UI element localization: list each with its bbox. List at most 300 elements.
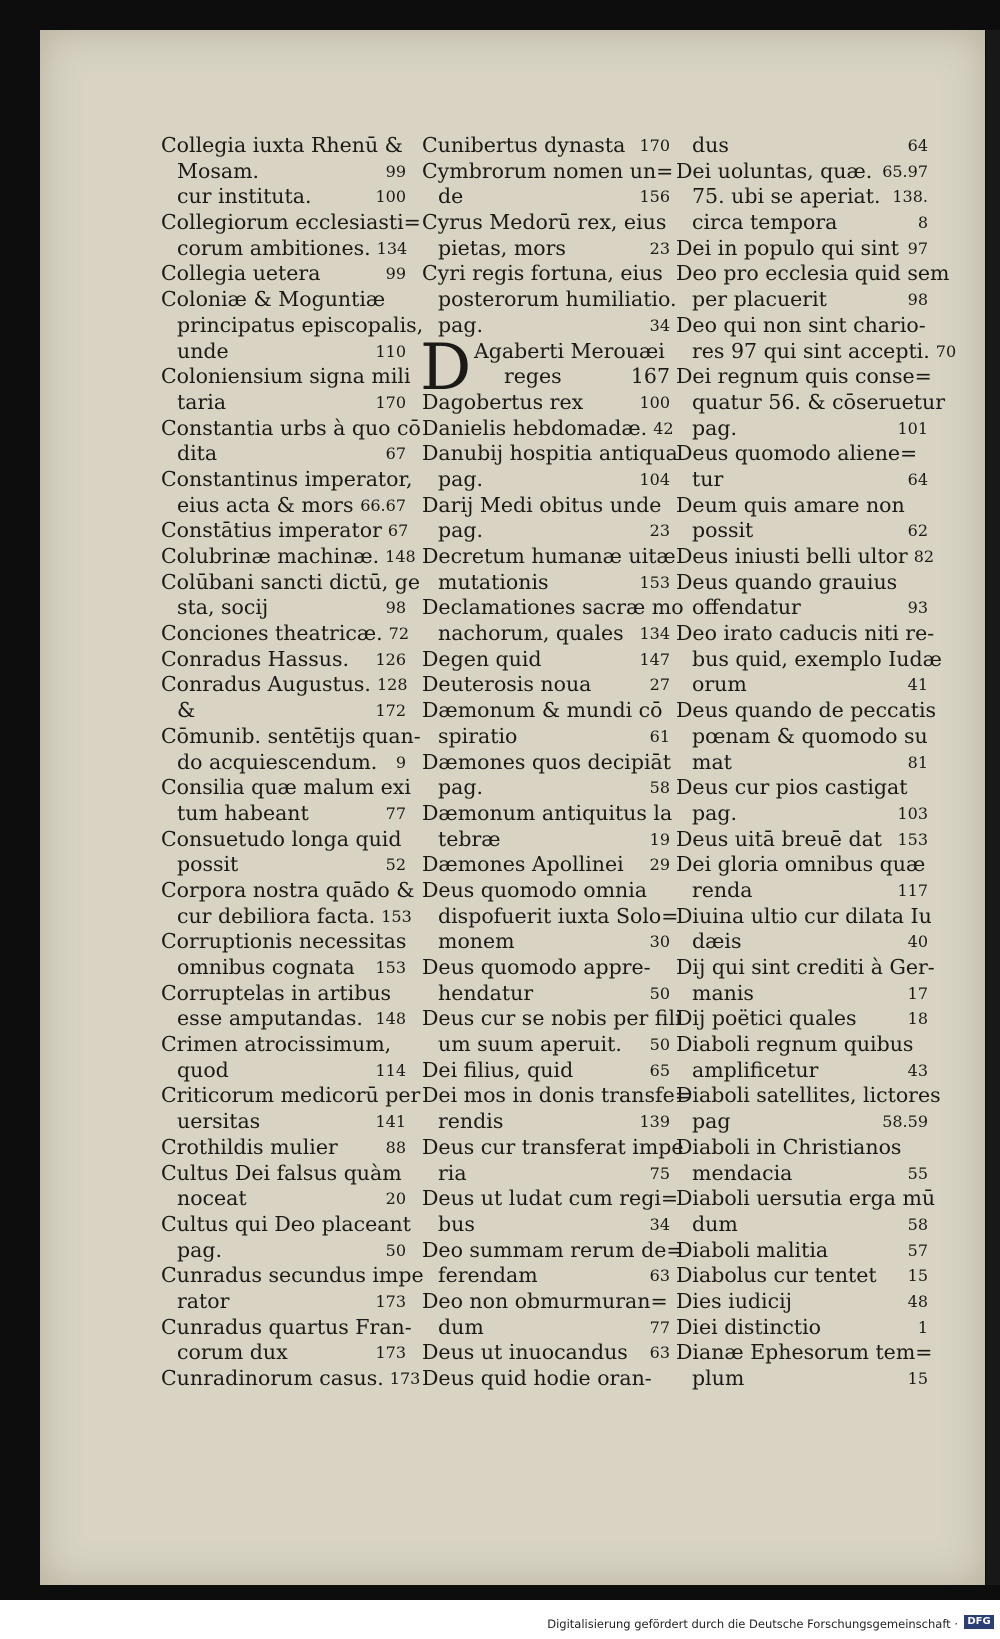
entry-text: Diaboli in Christianos bbox=[676, 1134, 902, 1159]
index-entry-line bbox=[422, 570, 670, 596]
entry-text: Conradus Hassus. bbox=[161, 646, 349, 671]
entry-text: Deo non obmurmuran= bbox=[422, 1288, 668, 1313]
entry-text: Coloniæ & Moguntiæ bbox=[161, 287, 386, 312]
index-entry-line bbox=[422, 852, 670, 878]
page-number: 153 bbox=[639, 572, 670, 592]
index-entry-line bbox=[422, 133, 670, 159]
entry-text: noceat bbox=[177, 1186, 247, 1211]
entry-text: bus bbox=[438, 1211, 475, 1236]
page-number: 40 bbox=[907, 932, 928, 952]
entry-text: Dæmones Apollinei bbox=[422, 852, 624, 877]
index-entry-line bbox=[161, 415, 421, 442]
page-number: 9 bbox=[395, 752, 406, 772]
entry-text: amplificetur bbox=[692, 1057, 819, 1082]
page-number: 34 bbox=[649, 1214, 670, 1234]
page-number: 20 bbox=[385, 1189, 406, 1209]
index-entry-line bbox=[676, 750, 928, 776]
index-entry-line bbox=[676, 852, 928, 878]
entry-text: quatur 56. & cōseruetur bbox=[692, 389, 946, 414]
index-entry-line bbox=[161, 1109, 406, 1135]
index-entry-line bbox=[161, 1314, 412, 1341]
entry-text: manis bbox=[692, 980, 754, 1005]
entry-text: Collegia uetera bbox=[161, 261, 321, 286]
index-entry-line bbox=[422, 1006, 682, 1032]
entry-text: Dæmonum antiquitus la bbox=[422, 800, 673, 825]
entry-text: mat bbox=[692, 749, 732, 774]
entry-text: Consuetudo longa quid bbox=[161, 826, 402, 851]
page-number: 58 bbox=[907, 1214, 928, 1234]
entry-text: Diuina ultio cur dilata Iu bbox=[676, 903, 932, 928]
page-number: 1 bbox=[917, 1317, 928, 1337]
page-number bbox=[668, 1289, 674, 1315]
entry-text: Deus cur pios castigat bbox=[676, 775, 908, 800]
page-number bbox=[922, 570, 928, 596]
page-number: 88 bbox=[385, 1137, 406, 1157]
page-number: 103 bbox=[897, 803, 928, 823]
page-number: 128 bbox=[376, 675, 408, 695]
entry-text: Deus cur transferat impe bbox=[422, 1134, 684, 1159]
entry-text: dum bbox=[692, 1211, 738, 1236]
index-entry-line bbox=[161, 312, 424, 339]
page-number: 77 bbox=[649, 1317, 670, 1337]
entry-text: cur instituta. bbox=[177, 184, 312, 209]
index-entry-line bbox=[161, 390, 406, 416]
page-number bbox=[935, 1186, 941, 1212]
index-entry-line bbox=[161, 184, 406, 210]
index-entry-line bbox=[676, 570, 928, 596]
page-number: 98 bbox=[385, 598, 406, 618]
index-entry-line bbox=[676, 184, 928, 210]
page-number bbox=[922, 493, 928, 519]
index-entry-line bbox=[422, 184, 670, 210]
entry-text: per placuerit bbox=[692, 287, 827, 312]
index-entry-line bbox=[422, 1237, 684, 1264]
entry-text: Corpora nostra quādo & bbox=[161, 877, 415, 902]
page-number: 114 bbox=[375, 1060, 406, 1080]
index-entry-line bbox=[161, 723, 421, 750]
entry-text: Diabolus cur tentet bbox=[676, 1263, 877, 1288]
page-number bbox=[400, 981, 406, 1007]
entry-text: pag. bbox=[177, 1237, 222, 1262]
index-entry-line bbox=[422, 1289, 670, 1315]
index-entry-line bbox=[676, 955, 935, 981]
index-entry-line bbox=[161, 441, 406, 467]
page-number: 134 bbox=[639, 624, 670, 644]
entry-text: Corruptelas in artibus bbox=[161, 980, 392, 1005]
page-number: 43 bbox=[907, 1060, 928, 1080]
index-entry-line bbox=[161, 672, 406, 698]
entry-text: Colubrinæ machinæ. bbox=[161, 544, 380, 568]
index-entry-line bbox=[676, 1032, 928, 1058]
page-number: 156 bbox=[639, 187, 670, 207]
entry-text: renda bbox=[692, 877, 753, 902]
entry-text: Declamationes sacræ mo bbox=[422, 595, 684, 620]
index-entry-line bbox=[676, 1289, 928, 1315]
index-entry-line bbox=[676, 441, 928, 467]
entry-text: dispofuerit iuxta Solo= bbox=[438, 903, 679, 928]
entry-text: Collegia iuxta Rhenū & bbox=[161, 133, 403, 157]
entry-text: corum ambitiones. bbox=[177, 235, 371, 260]
entry-text: Danubij hospitia antiqua bbox=[422, 441, 678, 466]
index-entry-line bbox=[676, 518, 928, 544]
index-entry-line bbox=[676, 1161, 928, 1187]
page-number: 98 bbox=[907, 290, 928, 310]
page-number bbox=[932, 904, 938, 930]
entry-text: Dei gloria omnibus quæ bbox=[676, 852, 926, 877]
page-number: 30 bbox=[649, 932, 670, 952]
index-entry-line bbox=[676, 1186, 936, 1212]
entry-text: dita bbox=[177, 441, 218, 466]
page-number: 100 bbox=[639, 392, 670, 412]
page-number: 41 bbox=[907, 675, 928, 695]
entry-text: pag. bbox=[438, 518, 483, 543]
entry-text: pag bbox=[692, 1109, 731, 1134]
entry-text: Dies iudicij bbox=[676, 1288, 792, 1313]
page-number bbox=[402, 1161, 408, 1187]
entry-text: possit bbox=[692, 518, 754, 543]
index-entry-line bbox=[676, 1263, 928, 1289]
entry-text: & bbox=[177, 698, 196, 723]
entry-text: Dij qui sint crediti à Ger- bbox=[676, 955, 935, 979]
entry-text: Deo summam rerum de= bbox=[422, 1237, 684, 1262]
index-entry-line bbox=[676, 544, 935, 570]
entry-text: spiratio bbox=[438, 723, 518, 748]
entry-text: Deus ut ludat cum regi= bbox=[422, 1186, 679, 1211]
index-entry-line bbox=[161, 877, 415, 904]
page-number: 23 bbox=[649, 238, 670, 258]
page-number bbox=[922, 1032, 928, 1058]
entry-text: Danielis hebdomadæ. bbox=[422, 415, 648, 440]
page-number bbox=[926, 313, 932, 339]
index-entry-line bbox=[676, 261, 950, 287]
index-entry-line bbox=[161, 1211, 411, 1238]
entry-text: mutationis bbox=[438, 569, 549, 594]
entry-text: corum dux bbox=[177, 1340, 288, 1365]
index-entry-line bbox=[676, 416, 928, 442]
entry-text: tebræ bbox=[438, 826, 501, 851]
index-entry-line bbox=[161, 518, 409, 544]
funding-notice: Digitalisierung gefördert durch die Deutsche Forschungsgemeinschaft · bbox=[547, 1617, 958, 1631]
page-number: 77 bbox=[385, 803, 406, 823]
index-entry-line bbox=[676, 878, 928, 904]
entry-text: rator bbox=[177, 1288, 230, 1313]
index-entry-line bbox=[422, 1109, 670, 1135]
page-number: 15 bbox=[907, 1266, 928, 1286]
entry-text: Cunibertus dynasta bbox=[422, 133, 626, 157]
page-number: 93 bbox=[907, 598, 928, 618]
index-entry-line bbox=[676, 133, 928, 159]
entry-text: Dagobertus rex bbox=[422, 389, 584, 414]
entry-text: do acquiescendum. bbox=[177, 749, 378, 774]
index-entry-line bbox=[422, 544, 676, 570]
index-entry-line bbox=[422, 827, 670, 853]
index-entry-line bbox=[676, 287, 928, 313]
page-number bbox=[664, 1366, 670, 1392]
entry-text: res 97 qui sint accepti. bbox=[692, 338, 930, 363]
index-entry-line bbox=[676, 724, 928, 750]
entry-text: Dei filius, quid bbox=[422, 1057, 574, 1082]
entry-text: Cunradus secundus impe bbox=[161, 1263, 424, 1288]
index-entry-line bbox=[161, 1263, 424, 1289]
index-entry-line bbox=[161, 1006, 406, 1032]
page-number: 75 bbox=[649, 1163, 670, 1183]
index-entry-line bbox=[161, 1058, 406, 1084]
index-entry-line bbox=[161, 544, 416, 570]
page-number bbox=[400, 1032, 406, 1058]
entry-text: bus quid, exemplo Iudæ bbox=[692, 646, 942, 671]
index-entry-line bbox=[161, 364, 411, 390]
index-entry-line bbox=[161, 210, 421, 236]
index-entry-line bbox=[422, 647, 670, 673]
index-entry-line bbox=[422, 929, 670, 955]
entry-text: Deus quando de peccatis bbox=[676, 698, 937, 723]
index-entry-line bbox=[676, 389, 946, 416]
entry-text: Mosam. bbox=[177, 158, 260, 183]
entry-text: Degen quid bbox=[422, 646, 542, 671]
index-entry-line bbox=[676, 621, 935, 647]
page-number: 153 bbox=[381, 906, 412, 926]
index-entry-line bbox=[422, 981, 670, 1007]
entry-text: Diei distinctio bbox=[676, 1314, 822, 1339]
entry-text: Constantinus imperator, bbox=[161, 466, 413, 491]
page-number bbox=[934, 621, 940, 647]
index-entry-line bbox=[422, 236, 670, 262]
page-number: 65.97 bbox=[882, 161, 928, 181]
index-entry-line bbox=[161, 569, 421, 596]
index-entry-line bbox=[161, 1186, 406, 1212]
index-entry-line bbox=[161, 1161, 406, 1187]
entry-text: pag. bbox=[692, 415, 737, 440]
entry-text: sta, socij bbox=[177, 595, 269, 620]
page-number: 67 bbox=[387, 521, 409, 541]
page-number bbox=[941, 1083, 947, 1109]
page-number bbox=[925, 852, 931, 878]
entry-text: Consilia quæ malum exi bbox=[161, 775, 411, 800]
page-number: 17 bbox=[907, 983, 928, 1003]
page-number: 97 bbox=[907, 238, 928, 258]
entry-text: Coloniensium signa mili bbox=[161, 364, 411, 389]
entry-text: Diaboli regnum quibus bbox=[676, 1032, 914, 1057]
index-entry-line bbox=[161, 1238, 406, 1264]
page-number: 117 bbox=[897, 880, 928, 900]
entry-text: Dei in populo qui sint bbox=[676, 235, 900, 260]
entry-text: plum bbox=[692, 1366, 745, 1390]
index-entry-line bbox=[161, 159, 406, 185]
page-number: 50 bbox=[385, 1240, 406, 1260]
index-entry-line bbox=[422, 955, 670, 981]
page-number: 8 bbox=[917, 213, 928, 233]
entry-text: Deus iniusti belli ultor bbox=[676, 544, 908, 568]
page-number: 173 bbox=[375, 1291, 406, 1311]
entry-text: Cultus qui Deo placeant bbox=[161, 1211, 411, 1236]
index-entry-line bbox=[422, 1366, 670, 1392]
entry-text: Dei mos in donis transfe= bbox=[422, 1083, 692, 1108]
page-number: 138. bbox=[892, 187, 928, 207]
index-entry-line bbox=[161, 981, 406, 1007]
index-entry-line bbox=[422, 493, 670, 519]
page-number: 141 bbox=[375, 1112, 406, 1132]
page-number bbox=[932, 1340, 938, 1366]
entry-text: Cōmunib. sentētijs quan- bbox=[161, 723, 421, 748]
index-entry-line bbox=[422, 672, 670, 698]
index-entry-line bbox=[422, 595, 684, 621]
index-entry-line bbox=[422, 698, 670, 724]
index-entry-line bbox=[422, 261, 670, 287]
entry-text: Deuterosis noua bbox=[422, 672, 592, 697]
index-entry-line bbox=[422, 775, 670, 801]
entry-text: Conradus Augustus. bbox=[161, 672, 371, 697]
page-number: 72 bbox=[388, 624, 409, 644]
index-column-2 bbox=[420, 133, 692, 1392]
page-number bbox=[936, 698, 942, 724]
index-entry-line bbox=[676, 210, 928, 236]
index-entry-line bbox=[161, 1083, 421, 1109]
page-number bbox=[401, 827, 407, 853]
index-entry-line bbox=[422, 1083, 692, 1109]
page-number bbox=[403, 133, 409, 159]
entry-text: Deus ut inuocandus bbox=[422, 1340, 628, 1365]
index-entry-line bbox=[676, 1109, 928, 1135]
page-number bbox=[664, 493, 670, 519]
page-number: 63 bbox=[649, 1343, 670, 1363]
index-entry-line bbox=[676, 801, 928, 827]
page-number bbox=[664, 261, 670, 287]
entry-text: Corruptionis necessitas bbox=[161, 929, 407, 954]
page-number: 29 bbox=[649, 855, 670, 875]
entry-text: pœnam & quomodo su bbox=[692, 723, 928, 748]
index-entry-line bbox=[676, 364, 932, 390]
entry-text: cur debiliora facta. bbox=[177, 903, 376, 928]
entry-text: Cunradus quartus Fran- bbox=[161, 1314, 412, 1339]
footer-bar bbox=[0, 1600, 1000, 1639]
entry-text: possit bbox=[177, 852, 239, 877]
index-entry-line bbox=[161, 595, 406, 621]
entry-text: mendacia bbox=[692, 1160, 793, 1185]
entry-text: de bbox=[438, 184, 464, 209]
entry-text: Diaboli malitia bbox=[676, 1237, 829, 1262]
entry-text: pag. bbox=[438, 775, 483, 800]
index-entry-line bbox=[676, 1366, 928, 1392]
page-number: 99 bbox=[385, 161, 406, 181]
entry-text: Crothildis mulier bbox=[161, 1134, 338, 1159]
entry-text: offendatur bbox=[692, 595, 801, 620]
index-entry-line bbox=[676, 929, 928, 955]
index-entry-line bbox=[161, 929, 406, 955]
index-entry-line bbox=[422, 1032, 670, 1058]
page-number bbox=[932, 364, 938, 390]
index-entry-line bbox=[422, 621, 670, 647]
index-entry-line bbox=[422, 1186, 679, 1212]
entry-text: Cyri regis fortuna, eius bbox=[422, 261, 663, 286]
index-entry-line bbox=[422, 158, 674, 185]
index-entry-line bbox=[161, 493, 406, 519]
entry-text: pag. bbox=[438, 466, 483, 491]
page-number: 18 bbox=[907, 1009, 928, 1029]
index-entry-line bbox=[422, 287, 677, 313]
page-number: 147 bbox=[639, 649, 670, 669]
entry-text: Deus quomodo aliene= bbox=[676, 441, 918, 466]
index-entry-line bbox=[422, 903, 679, 930]
entry-text: circa tempora bbox=[692, 210, 838, 235]
entry-text: eius acta & mors bbox=[177, 492, 354, 517]
entry-text: Deus quid hodie oran- bbox=[422, 1366, 652, 1391]
page-number: 67 bbox=[385, 444, 406, 464]
entry-text: monem bbox=[438, 929, 515, 954]
index-entry-line bbox=[422, 878, 670, 904]
page-number bbox=[949, 261, 955, 287]
index-entry-line bbox=[676, 698, 937, 724]
entry-text: pag. bbox=[438, 312, 483, 337]
page-number: 170 bbox=[375, 392, 406, 412]
entry-text: Cunradinorum casus. bbox=[161, 1366, 384, 1390]
index-column-3 bbox=[676, 133, 957, 1392]
entry-text: Dei regnum quis conse= bbox=[676, 364, 932, 389]
index-entry-line bbox=[676, 1135, 928, 1161]
entry-text: Dij poëtici quales bbox=[676, 1006, 857, 1031]
entry-text: Deus uitā breuē dat bbox=[676, 826, 883, 851]
page-number: 34 bbox=[649, 315, 670, 335]
page-number: 148 bbox=[375, 1009, 406, 1029]
entry-text: pag. bbox=[692, 800, 737, 825]
page-number: 70 bbox=[935, 341, 957, 361]
page-number: 58.59 bbox=[882, 1112, 928, 1132]
page-number: 65 bbox=[649, 1060, 670, 1080]
entry-text: Colūbani sancti dictū, ge bbox=[161, 569, 421, 594]
page-number: 64 bbox=[907, 136, 928, 155]
index-entry-line bbox=[676, 467, 928, 493]
entry-text: Criticorum medicorū per bbox=[161, 1083, 421, 1108]
index-entry-line bbox=[676, 1058, 928, 1084]
page-number bbox=[664, 878, 670, 904]
page-number bbox=[411, 364, 417, 390]
index-entry-line bbox=[161, 1135, 406, 1161]
index-entry-line bbox=[161, 852, 406, 878]
page-number: 63 bbox=[649, 1266, 670, 1286]
index-entry-line bbox=[161, 466, 413, 493]
index-entry-line bbox=[422, 1315, 670, 1341]
entry-text: taria bbox=[177, 389, 227, 414]
index-entry-line bbox=[422, 750, 670, 776]
page-number: 58 bbox=[649, 778, 670, 798]
page-number: 170 bbox=[639, 136, 670, 155]
index-entry-line bbox=[676, 1006, 928, 1032]
page-number: 101 bbox=[897, 418, 928, 438]
index-entry-line bbox=[676, 1083, 941, 1109]
index-entry-line bbox=[676, 159, 928, 185]
index-entry-line bbox=[676, 236, 928, 262]
page-number: 126 bbox=[375, 649, 406, 669]
entry-text: Collegiorum ecclesiasti= bbox=[161, 210, 421, 235]
index-entry-line bbox=[161, 261, 406, 287]
entry-text: reges bbox=[504, 364, 562, 389]
page-number bbox=[412, 1315, 418, 1341]
index-entry-line bbox=[422, 1263, 670, 1289]
entry-text: ferendam bbox=[438, 1263, 538, 1288]
index-entry-line bbox=[422, 1340, 670, 1366]
index-entry-line bbox=[422, 518, 670, 544]
entry-text: Deo irato caducis niti re- bbox=[676, 621, 935, 646]
index-column-1 bbox=[161, 133, 424, 1392]
index-entry-line bbox=[422, 415, 674, 442]
index-entry-line bbox=[676, 981, 928, 1007]
page-number: 100 bbox=[375, 187, 406, 207]
entry-text: Diaboli uersutia erga mū bbox=[676, 1186, 936, 1211]
entry-text: Agaberti Merouæi bbox=[474, 338, 665, 363]
entry-text: Constātius imperator bbox=[161, 518, 382, 543]
index-entry-line bbox=[422, 1058, 670, 1084]
index-entry-line bbox=[676, 493, 928, 519]
page-number: 50 bbox=[649, 1035, 670, 1055]
